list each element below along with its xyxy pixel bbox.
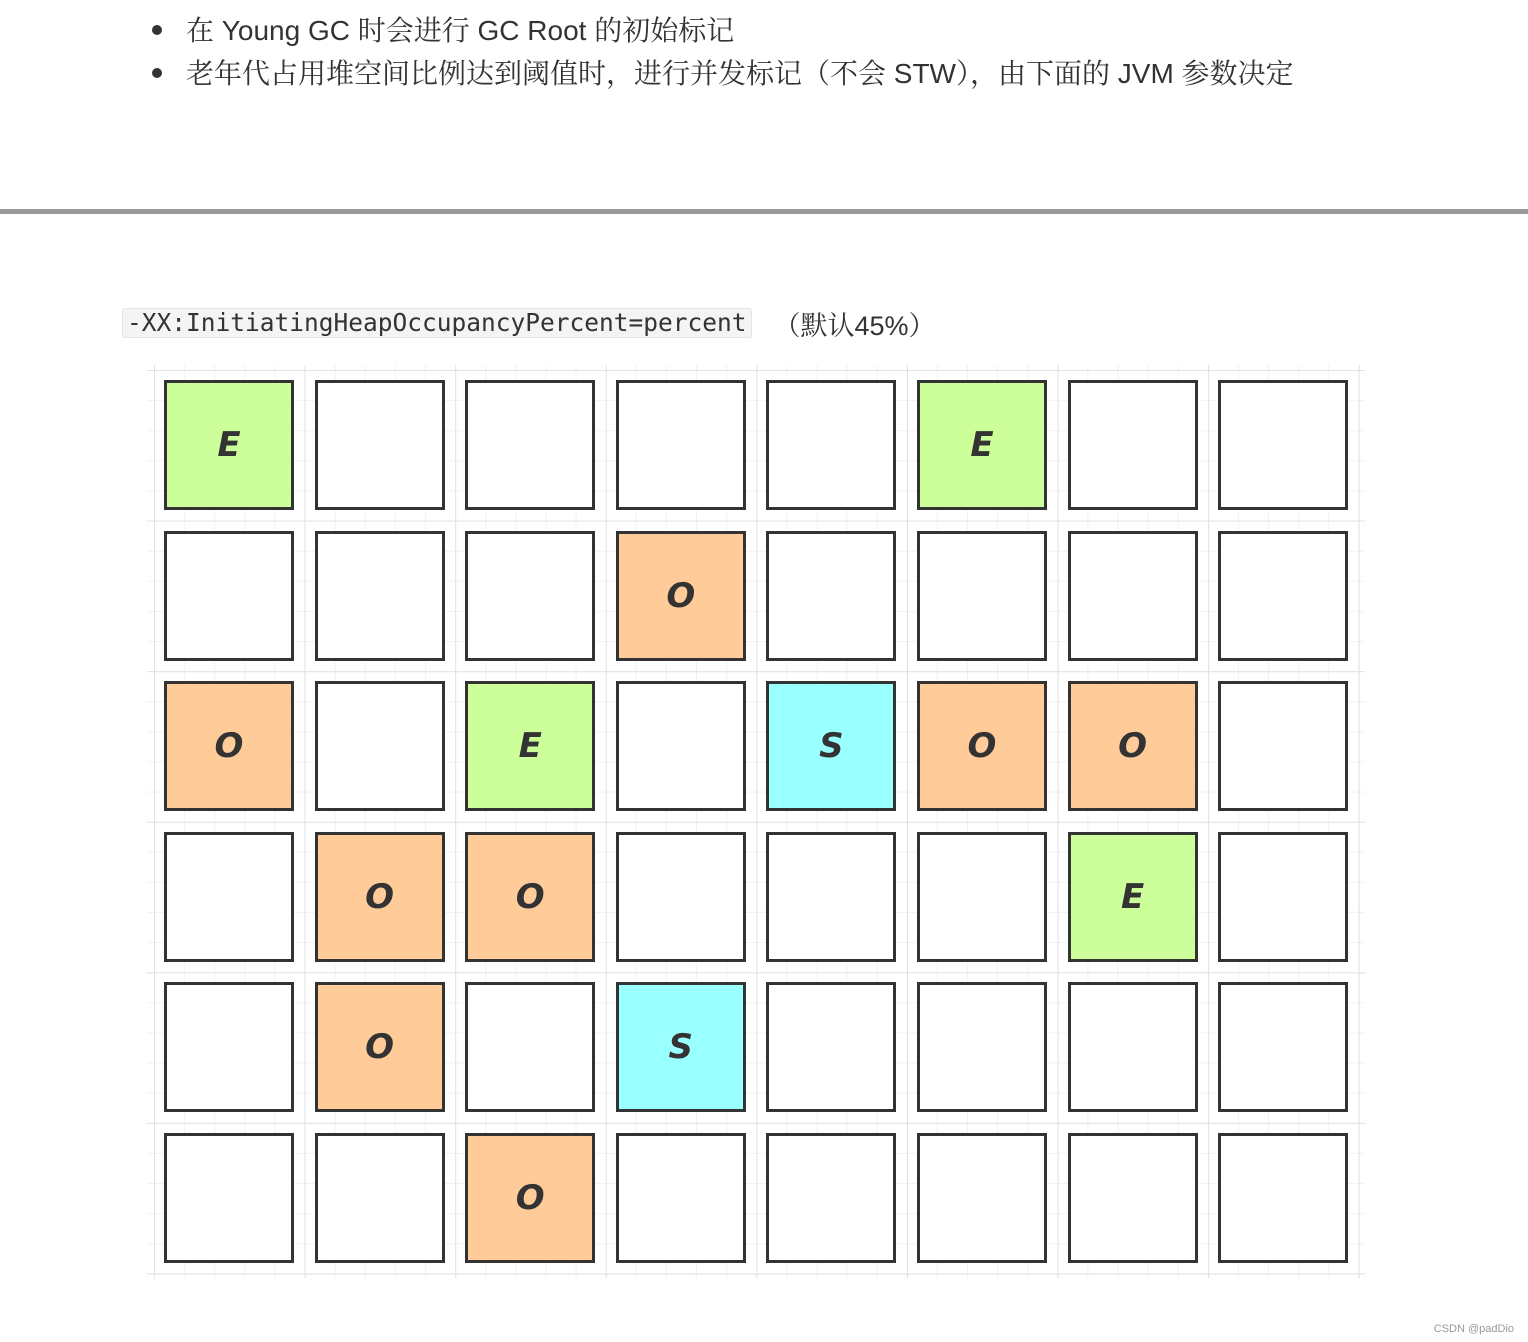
heap-region [465,380,595,510]
heap-region [616,832,746,962]
heap-region [164,531,294,661]
heap-region [766,1133,896,1263]
region-label: E [970,425,994,465]
heap-region [1218,531,1348,661]
heap-region [315,380,445,510]
bullet-list [186,9,1294,95]
heap-region [1068,531,1198,661]
heap-region [465,681,595,811]
heap-region [164,1133,294,1263]
region-label: O [365,876,395,917]
heap-region [917,531,1047,661]
heap-region [1218,1133,1348,1263]
heap-region [766,681,896,811]
heap-region [616,982,746,1112]
heap-region [616,380,746,510]
horizontal-rule [0,209,1528,214]
heap-region [315,832,445,962]
heap-region [1218,681,1348,811]
heap-region [1068,832,1198,962]
jvm-parameter-default-note: （默认45%） [773,310,936,341]
region-label: O [666,575,696,616]
heap-region [917,380,1047,510]
heap-region [315,681,445,811]
bullet-item: 在 Young GC 时会进行 GC Root 的初始标记 [186,9,1294,52]
heap-region [1218,982,1348,1112]
heap-region [465,531,595,661]
heap-region [616,1133,746,1263]
heap-region [315,531,445,661]
region-label: O [515,876,545,917]
heap-region [465,832,595,962]
heap-region [315,1133,445,1263]
heap-region [766,380,896,510]
heap-region [917,681,1047,811]
region-label: O [1118,726,1148,767]
heap-region [315,982,445,1112]
heap-region [1218,832,1348,962]
heap-region [164,380,294,510]
heap-region [917,832,1047,962]
heap-region [1068,681,1198,811]
region-label: E [217,425,241,465]
jvm-parameter-line [122,304,936,342]
region-label: S [819,726,844,767]
heap-region [1068,982,1198,1112]
heap-region [1068,1133,1198,1263]
heap-region [164,681,294,811]
heap-region [465,982,595,1112]
heap-region [917,1133,1047,1263]
heap-region [1068,380,1198,510]
region-label: O [214,726,244,767]
watermark: CSDN @padDio [1433,1323,1514,1335]
region-label: O [365,1027,395,1068]
region-label: O [515,1178,545,1218]
jvm-parameter-code: -XX:InitiatingHeapOccupancyPercent=percent [122,308,752,338]
heap-region [465,1133,595,1263]
heap-region [766,531,896,661]
region-label: O [967,726,997,767]
region-label: S [668,1027,694,1068]
heap-region-grid [147,365,1365,1278]
region-label: E [1120,876,1145,917]
heap-region [1218,380,1348,510]
heap-region [766,982,896,1112]
heap-region [616,531,746,661]
heap-region [164,982,294,1112]
region-label: E [518,726,542,767]
heap-region [766,832,896,962]
heap-region [917,982,1047,1112]
bullet-item: 老年代占用堆空间比例达到阈值时，进行并发标记（不会 STW），由下面的 JVM 参数决定 [186,52,1294,95]
heap-region [616,681,746,811]
heap-region [164,832,294,962]
